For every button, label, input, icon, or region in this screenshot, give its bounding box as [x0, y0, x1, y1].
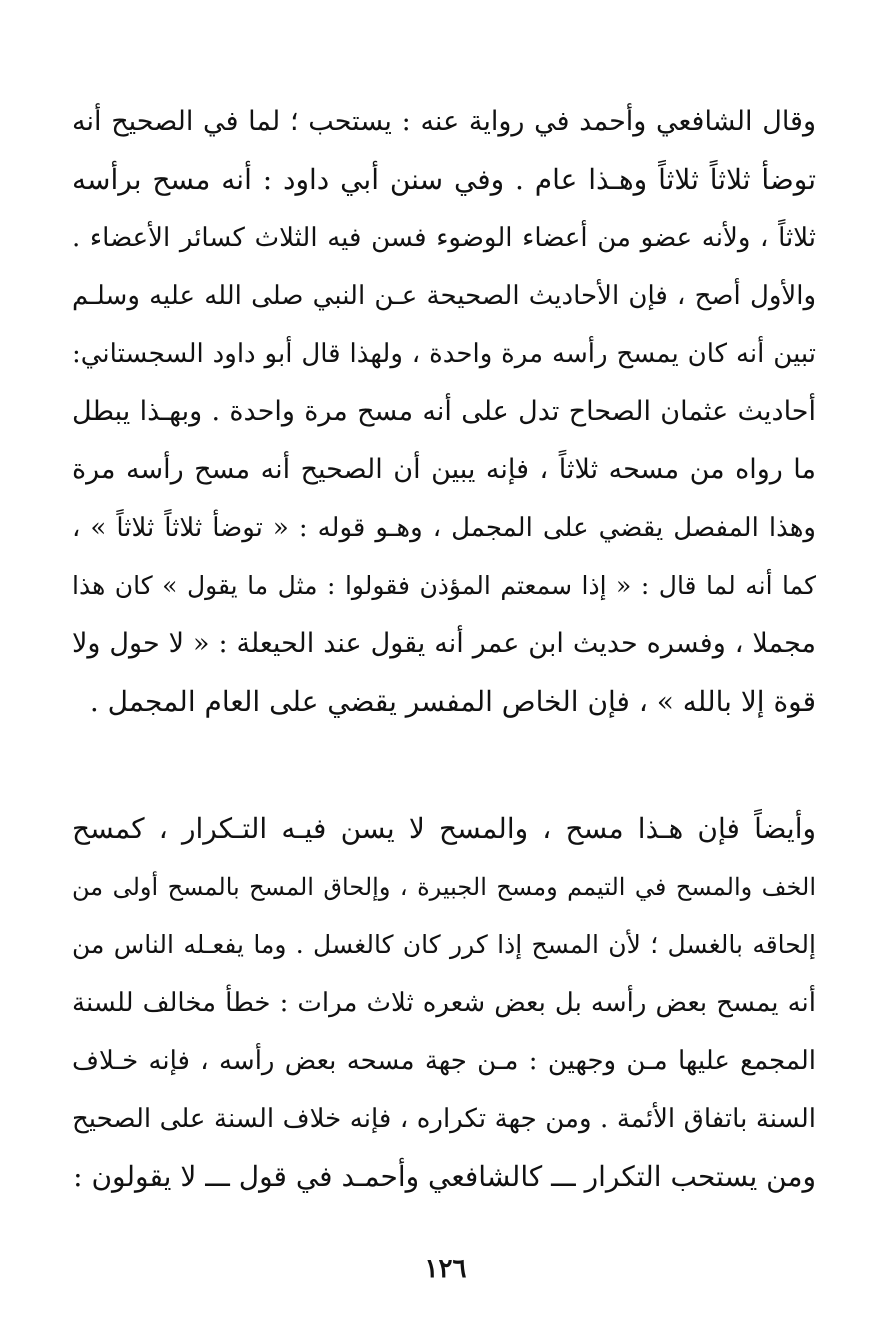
text-line: إلحاقه بالغسل ؛ لأن المسح إذا كرر كان كالغسل . وما يفعـله الناس من — [72, 930, 816, 959]
paragraph-2 — [72, 800, 816, 1206]
text-line: وهذا المفصل يقضي على المجمل ، وهـو قوله : « توضأ ثلاثاً ثلاثاً » ، — [72, 513, 816, 543]
text-line: السنة باتفاق الأئمة . ومن جهة تكراره ، فإنه خلاف السنة على الصحيح — [72, 1104, 816, 1134]
text-line: قوة إلا بالله » ، فإن الخاص المفسر يقضي على العام المجمل . — [89, 685, 816, 718]
text-line: كما أنه لما قال : « إذا سمعتم المؤذن فقولوا : مثل ما يقول » كان هذا — [72, 571, 816, 600]
text-line: ثلاثاً ، ولأنه عضو من أعضاء الوضوء فسن فيه الثلاث كسائر الأعضاء . — [72, 223, 816, 253]
text-line: وأيضاً فإن هـذا مسح ، والمسح لا يسن فيـه التـكرار ، كمسح — [72, 812, 816, 845]
paragraph-1 — [72, 93, 816, 731]
text-line: أحاديث عثمان الصحاح تدل على أنه مسح مرة واحدة . وبهـذا يبطل — [72, 396, 816, 427]
text-line: ما رواه من مسحه ثلاثاً ، فإنه يبين أن الصحيح أنه مسح رأسه مرة — [72, 454, 816, 485]
text-line: المجمع عليها مـن وجهين : مـن جهة مسحه بعض رأسه ، فإنه خـلاف — [72, 1046, 816, 1076]
text-line: توضأ ثلاثاً ثلاثاً وهـذا عام . وفي سنن أبي داود : أنه مسح برأسه — [72, 163, 816, 196]
page-number: ١٢٦ — [424, 1254, 467, 1284]
text-line: تبين أنه كان يمسح رأسه مرة واحدة ، ولهذا قال أبو داود السجستاني: — [72, 339, 816, 369]
text-line: والأول أصح ، فإن الأحاديث الصحيحة عـن النبي صلى الله عليه وسلـم — [72, 281, 816, 311]
text-line: وقال الشافعي وأحمد في رواية عنه : يستحب ؛ لما في الصحيح أنه — [72, 106, 816, 137]
text-line: مجملا ، وفسره حديث ابن عمر أنه يقول عند الحيعلة : « لا حول ولا — [72, 628, 816, 659]
text-line: الخف والمسح في التيمم ومسح الجبيرة ، وإلحاق المسح بالمسح أولى من — [72, 873, 816, 901]
text-line: أنه يمسح بعض رأسه بل بعض شعره ثلاث مرات : خطأ مخالف للسنة — [72, 988, 816, 1018]
text-line: ومن يستحب التكرار ـــ كالشافعي وأحمـد في قول ـــ لا يقولون : — [73, 1160, 816, 1193]
